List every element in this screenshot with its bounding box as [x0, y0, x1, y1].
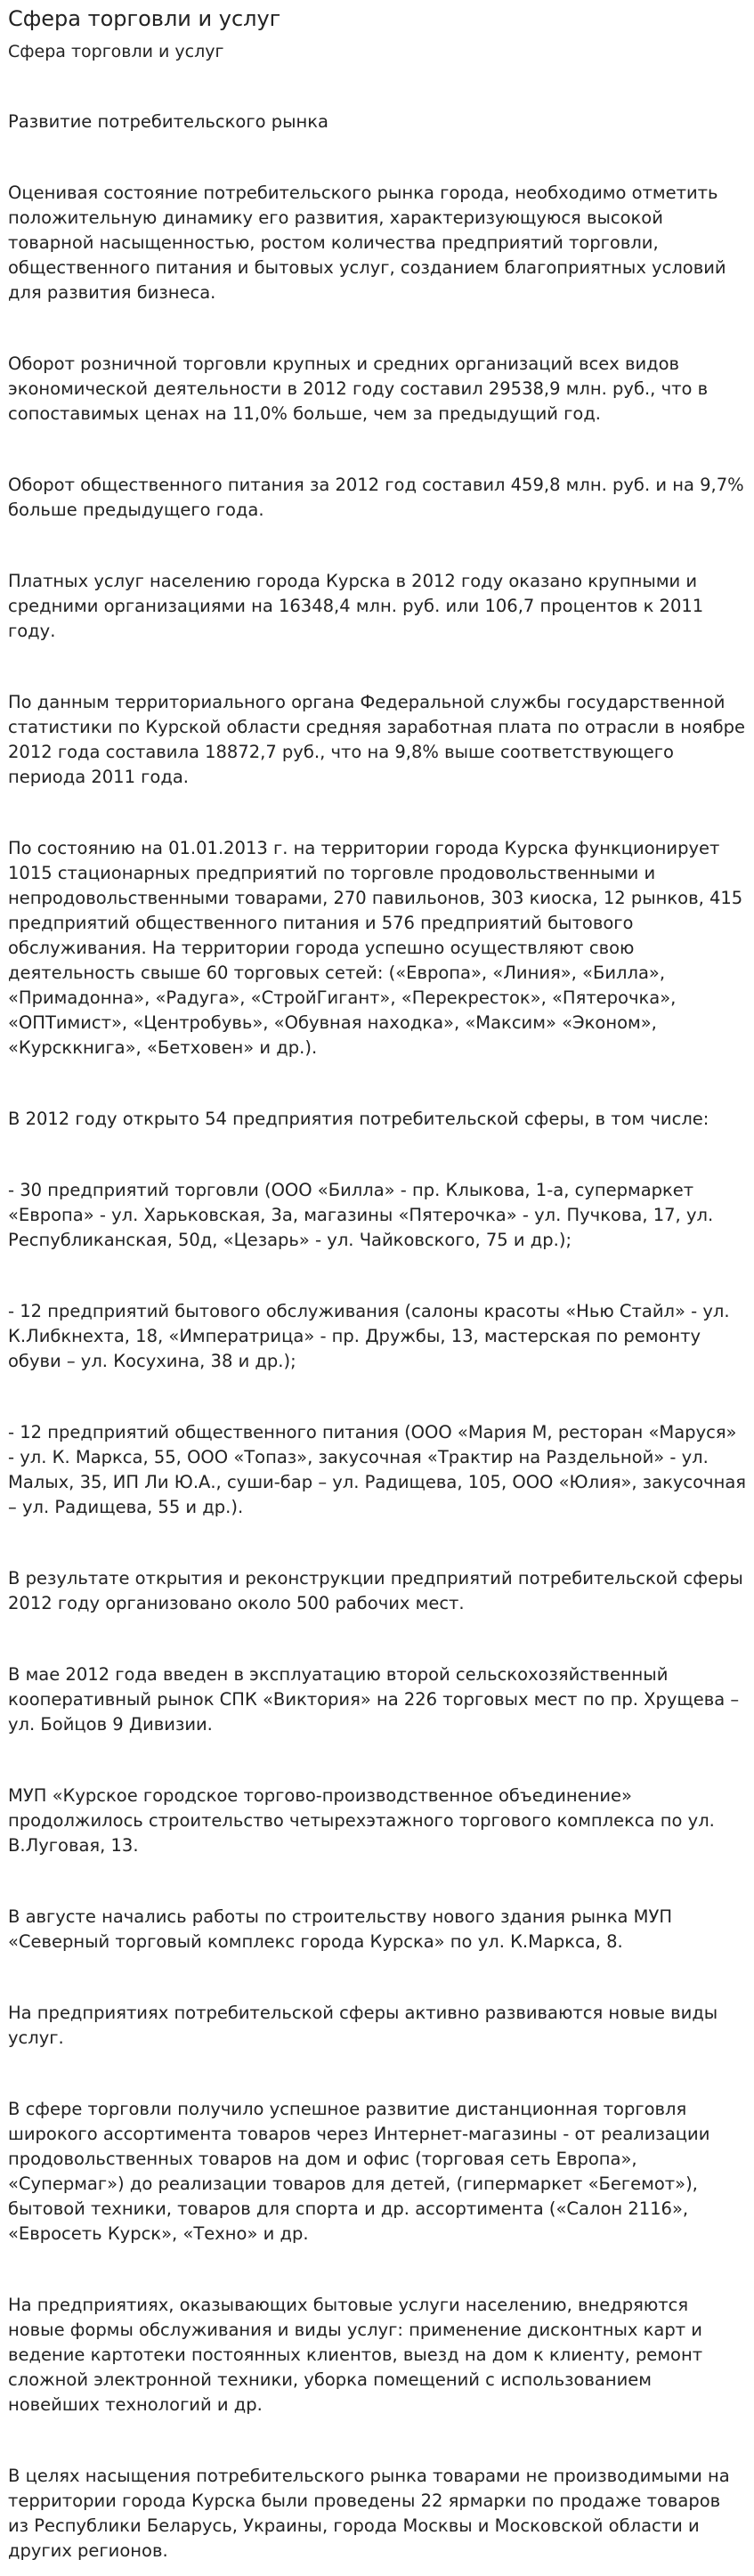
paragraph: Оборот общественного питания за 2012 год составил 459,8 млн. руб. и на 9,7% больше предыдущего года.	[8, 475, 744, 520]
paragraph: По данным территориального органа Федеральной службы государственной статистики по Курской области средняя заработная плата по отрасли в ноябре 2012 года составила 18872,7 руб., что на 9,8% выше соответствующего периода 2011 года.	[8, 692, 746, 787]
paragraph: В целях насыщения потребительского рынка товарами не производимыми на территории города Курска были проведены 22 ярмарки по продаже товаров из Республики Беларусь, Украины, города Москвы и Московской области и других регионов.	[8, 2466, 730, 2561]
paragraph: В августе начались работы по строительству нового здания рынка МУП «Северный торговый комплекс города Курска» по ул. К.Маркса, 8.	[8, 1906, 673, 1952]
paragraph: На предприятиях потребительской сферы активно развиваются новые виды услуг.	[8, 2003, 718, 2048]
paragraph: В результате открытия и реконструкции предприятий потребительской сферы 2012 году организовано около 500 рабочих мест.	[8, 1568, 743, 1613]
list-item: - 12 предприятий бытового обслуживания (салоны красоты «Нью Стайл» - ул. К.Либкнехта, 18, «Императрица» - пр. Дружбы, 13, мастерская по ремонту обуви – ул. Косухина, 38 и др.);	[8, 1301, 730, 1371]
paragraph: Оценивая состояние потребительского рынка города, необходимо отметить положительную динамику его развития, характеризующуюся высокой товарной насыщенностью, ростом количества предприятий торговли, общественного питания и бытовых услуг, созданием благоприятных условий для развития бизнеса.	[8, 183, 726, 303]
paragraph: В мае 2012 года введен в эксплуатацию второй сельскохозяйственный кооперативный рынок СПК «Виктория» на 226 торговых мест по пр. Хрущева – ул. Бойцов 9 Дивизии.	[8, 1664, 740, 1735]
paragraph-section-heading: Развитие потребительского рынка	[8, 111, 328, 132]
list-item: - 12 предприятий общественного питания (ООО «Мария М, ресторан «Маруся» - ул. К. Маркса, 55, ООО «Топаз», закусочная «Трактир на Раздельной» - ул. Малых, 35, ИП Ли Ю.А., суши-бар – ул. Радищева, 105, ООО «Юлия», закусочная – ул. Радищева, 55 и др.).	[8, 1422, 747, 1517]
list-item: - 30 предприятий торговли (ООО «Билла» - пр. Клыкова, 1-а, супермаркет «Европа» - ул. Харьковская, 3а, магазины «Пятерочка» - ул. Пучкова, 17, ул. Республиканская, 50д, «Цезарь» - ул. Чайковского, 75 и др.);	[8, 1180, 714, 1250]
page-subtitle: Сфера торговли и услуг	[8, 42, 224, 61]
paragraph: По состоянию на 01.01.2013 г. на территории города Курска функционирует 1015 стационарных предприятий по торговле продовольственными и непродовольственными товарами, 270 павильонов, 303 киоска, 12 рынков, 415 предприятий общественного питания и 576 предприятий бытового обслуживания. На территории города успешно осуществляют свою деятельность свыше 60 торговых сетей: («Европа», «Линия», «Билла», «Примадонна», «Радуга», «СтройГигант», «Перекресток», «Пятерочка», «ОПТимист», «Центробувь», «Обувная находка», «Максим» «Эконом», «Курсккнига», «Бетховен» и др.).	[8, 838, 743, 1058]
paragraph: На предприятиях, оказывающих бытовые услуги населению, внедряются новые формы обслуживания и виды услуг: применение дисконтных карт и ведение картотеки постоянных клиентов, выезд на дом к клиенту, ремонт сложной электронной техники, уборка помещений с использованием новейших технологий и др.	[8, 2295, 703, 2415]
paragraph: В 2012 году открыто 54 предприятия потребительской сферы, в том числе:	[8, 1109, 709, 1129]
paragraph: В сфере торговли получило успешное развитие дистанционная торговля широкого ассортимента товаров через Интернет-магазины - от реализации продовольственных товаров на дом и офис (торговая сеть Европа», «Супермаг») до реализации товаров для детей, (гипермаркет «Бегемот»), бытовой техники, товаров для спорта и др. ассортимента («Салон 2116», «Евросеть Курск», «Техно» и др.	[8, 2099, 710, 2244]
page-title: Сфера торговли и услуг	[8, 6, 281, 31]
paragraph: Оборот розничной торговли крупных и средних организаций всех видов экономической деятельности в 2012 году составил 29538,9 млн. руб., что в сопоставимых ценах на 11,0% больше, чем за предыдущий год.	[8, 353, 709, 424]
paragraph: МУП «Курское городское торгово-производственное объединение» продолжилось строительство четырехэтажного торгового комплекса по ул. В.Луговая, 13.	[8, 1785, 715, 1856]
paragraph: Платных услуг населению города Курска в 2012 году оказано крупными и средними организациями на 16348,4 млн. руб. или 106,7 процентов к 2011 году.	[8, 571, 704, 641]
